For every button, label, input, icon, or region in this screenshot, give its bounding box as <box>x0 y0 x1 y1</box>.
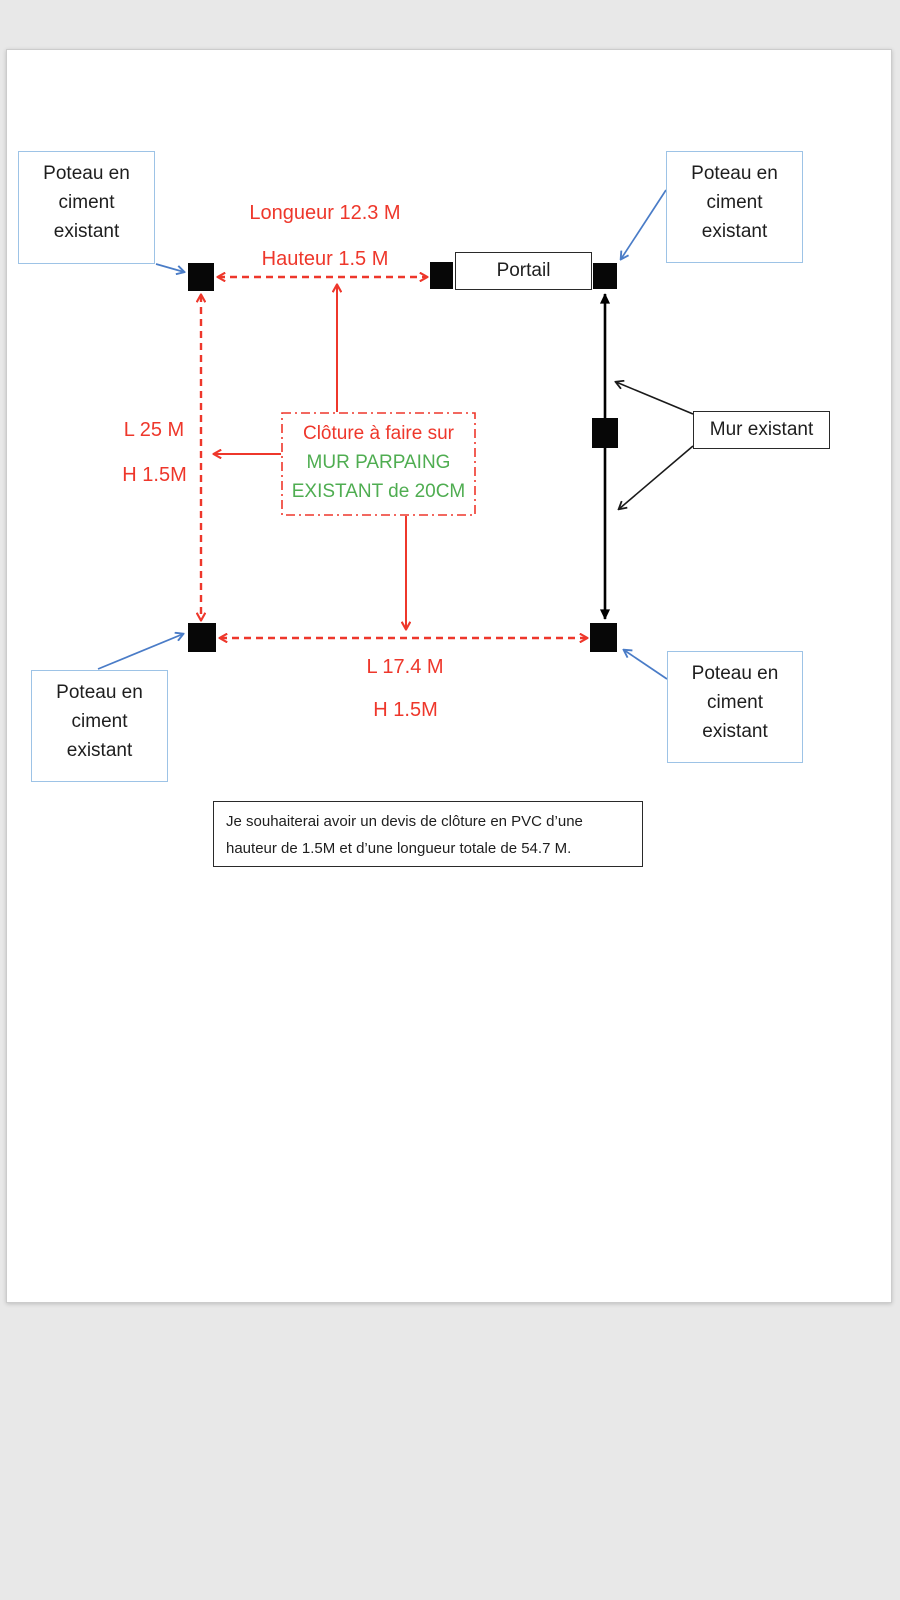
center-note <box>282 413 475 515</box>
post-marker-gate-right <box>593 263 617 289</box>
dimension-top-length: Longueur 12.3 M <box>249 202 401 224</box>
label-line: Poteau en <box>691 663 779 684</box>
post-marker-gate-left <box>430 262 453 289</box>
label-line: existant <box>53 221 120 242</box>
post-marker-wall-middle <box>592 418 618 448</box>
label-box-poteau-top-left <box>18 151 155 264</box>
mur-label: Mur existant <box>709 419 814 440</box>
label-line: Poteau en <box>56 682 143 703</box>
post-marker-top-left <box>188 263 214 291</box>
label-line: ciment <box>58 192 115 213</box>
label-line: ciment <box>707 692 763 713</box>
request-note <box>213 801 643 867</box>
post-marker-bottom-right <box>590 623 617 652</box>
label-box-poteau-bottom-right <box>667 651 803 763</box>
label-line: Poteau en <box>691 163 778 184</box>
dimension-bottom-height: H 1.5M <box>373 699 438 721</box>
label-line: existant <box>701 221 768 242</box>
label-line: Poteau en <box>43 163 130 184</box>
post-marker-bottom-left <box>188 623 216 652</box>
label-box-mur-existant <box>693 411 830 449</box>
label-line: ciment <box>706 192 763 213</box>
label-box-poteau-top-right <box>666 151 803 263</box>
dimension-top-height: Hauteur 1.5 M <box>261 248 389 270</box>
center-note-line: MUR PARPAING <box>306 452 451 473</box>
portail-label: Portail <box>496 260 551 281</box>
request-note-line: hauteur de 1.5M et d’une longueur totale de 54.7 M. <box>226 840 572 857</box>
center-note-line: Clôture à faire sur <box>302 423 454 444</box>
label-box-portail <box>455 252 592 290</box>
dimension-left-length: L 25 M <box>123 419 185 441</box>
label-box-poteau-bottom-left <box>31 670 168 782</box>
label-line: existant <box>702 721 768 742</box>
dimension-left-height: H 1.5M <box>122 464 187 486</box>
label-line: existant <box>66 740 133 761</box>
label-line: ciment <box>71 711 128 732</box>
dimension-bottom-length: L 17.4 M <box>366 656 444 678</box>
center-note-line: EXISTANT de 20CM <box>291 481 466 502</box>
request-note-line: Je souhaiterai avoir un devis de clôture en PVC d’une <box>226 813 583 830</box>
